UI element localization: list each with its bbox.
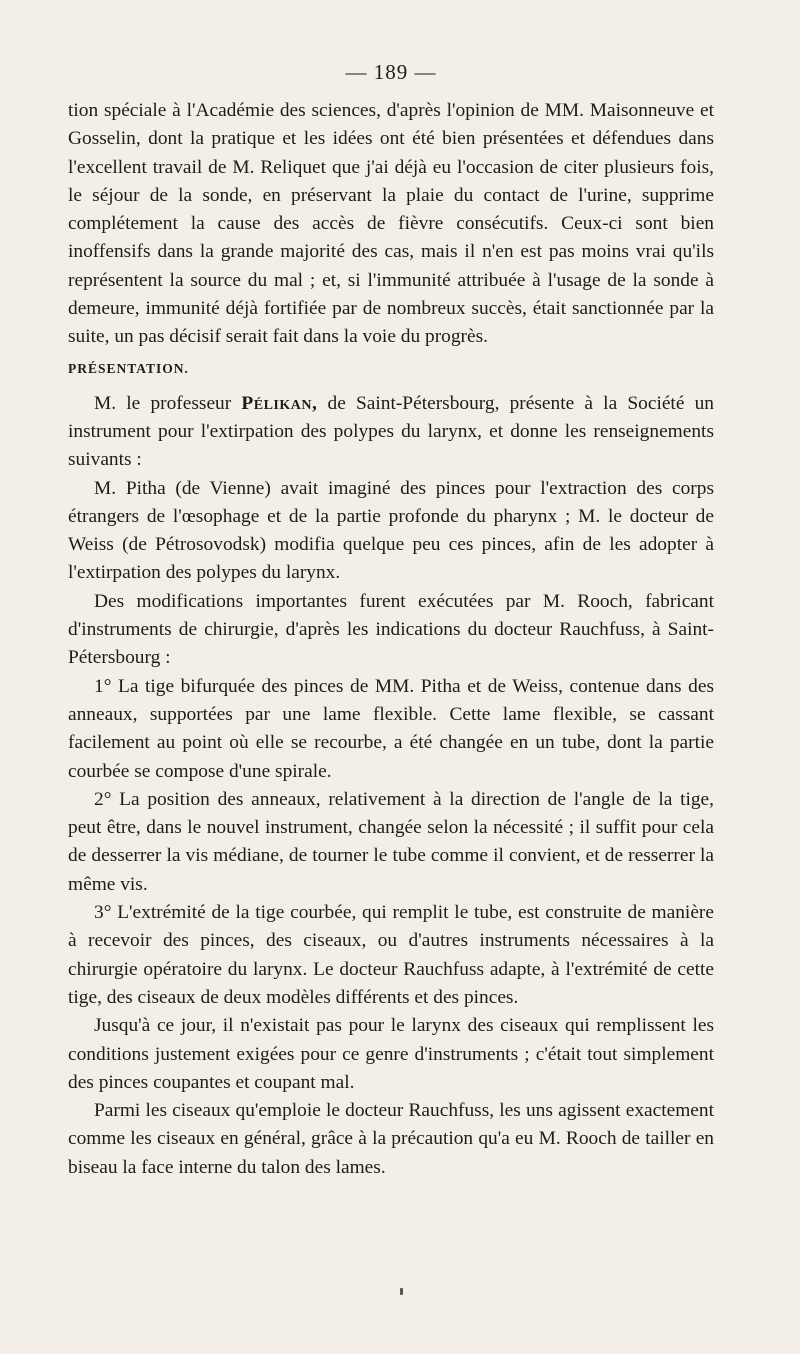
paragraph-item-1: 1° La tige bifurquée des pinces de MM. Pitha et de Weiss, contenue dans des anneaux, supportées par une lame flexible. Cette lame flexible, se cassant facilement au point où elle se recourbe, a été changée en un tube, dont la partie courbée se compose d'une spirale. [68, 675, 714, 782]
paragraph-item-3: 3° L'extrémité de la tige courbée, qui remplit le tube, est construite de manière à recevoir des pinces, des ciseaux, ou d'autres instruments nécessaires à la chirurgie opératoire du larynx. Le docteur Rauchfuss adapte, à l'extrémité de cette tige, des ciseaux de deux modèles différents et des pinces. [68, 902, 714, 1008]
presenter-name: Pélikan, [241, 392, 318, 414]
intro-after: de Saint-Pétersbourg, présente à la Société un instrument pour l'extirpation des polypes du larynx, et donne les renseignements suivants : [68, 392, 714, 471]
page-number: — 189 — [345, 60, 437, 84]
ink-speck [400, 1288, 403, 1295]
paragraph-ciseaux: Jusqu'à ce jour, il n'existait pas pour le larynx des ciseaux qui remplissent les conditions justement exigées pour ce genre d'instruments ; c'était tout simplement des pinces coupantes et coupant mal. [68, 1015, 714, 1093]
paragraph-rooch: Des modifications importantes furent exécutées par M. Rooch, fabricant d'instruments de chirurgie, d'après les indications du docteur Rauchfuss, à Saint-Pétersbourg : [68, 590, 714, 669]
body-text [68, 97, 714, 1182]
paragraph-item-2: 2° La position des anneaux, relativement à la direction de l'angle de la tige, peut être, dans le nouvel instrument, changée selon la nécessité ; il suffit pour cela de desserrer la vis médiane, de tourner le tube comme il convient, et de resserrer la même vis. [68, 788, 714, 895]
section-heading: PRÉSENTATION. [68, 360, 189, 376]
continuation-paragraph: tion spéciale à l'Académie des sciences, d'après l'opinion de MM. Maisonneuve et Gosselin, dont la pratique et les idées ont été bien présentées et défendues dans l'excellent travail de M. Reliquet que j'ai déjà eu l'occasion de citer plusieurs fois, le séjour de la sonde, en préservant la plaie du contact de l'urine, supprime complétement la cause des accès de fièvre consécutifs. Ceux-ci sont bien inoffensifs dans la grande majorité des cas, mais il n'en est pas moins vrai qu'ils représentent la source du mal ; et, si l'immunité attribuée à l'usage de la sonde à demeure, immunité déjà fortifiée par de nombreux succès, était sanctionnée par la suite, un pas décisif serait fait dans la voie du progrès. [68, 100, 714, 348]
paragraph-pitha: M. Pitha (de Vienne) avait imaginé des pinces pour l'extraction des corps étrangers de l'œsophage et de la partie profonde du pharynx ; M. le docteur de Weiss (de Pétrosovodsk) modifia quelque peu ces pinces, afin de les adopter à l'extirpation des polypes du larynx. [68, 477, 714, 584]
intro-paragraph [68, 390, 714, 475]
paragraph-rauchfuss: Parmi les ciseaux qu'emploie le docteur Rauchfuss, les uns agissent exactement comme les ciseaux en général, grâce à la précaution qu'a eu M. Rooch de tailler en biseau la face interne du talon des lames. [68, 1100, 714, 1178]
intro-before: M. le professeur [94, 392, 242, 414]
